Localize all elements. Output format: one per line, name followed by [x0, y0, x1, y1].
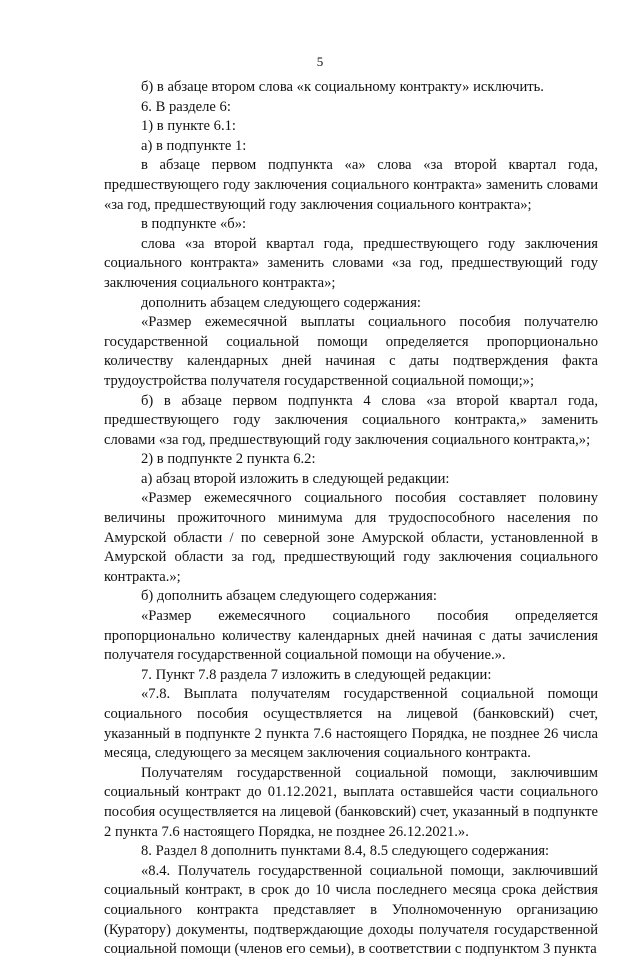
section-heading: 8. Раздел 8 дополнить пунктами 8.4, 8.5 следующего содержания:: [141, 843, 550, 860]
paragraph: 2) в подпункте 2 пункта 6.2:: [141, 451, 316, 468]
paragraph: 1) в пункте 6.1:: [141, 118, 236, 135]
paragraph: «Размер ежемесячной выплаты социального пособия получателю государственной социальной помощи определяется пропорционально количеству календарных дней начиная с даты подтверждения факта трудоустройства получателя государственной социальной помощи;»;: [104, 314, 598, 389]
paragraph: в абзаце первом подпункта «а» слова «за второй квартал года, предшествующего году заключения социального контракта» заменить словами «за год, предшествующий году заключения социального контракта»;: [104, 157, 598, 213]
paragraph: дополнить абзацем следующего содержания:: [141, 294, 421, 311]
paragraph: а) в подпункте 1:: [141, 137, 247, 154]
paragraph: б) в абзаце первом подпункта 4 слова «за второй квартал года, предшествующего году заключения социального контракта,» заменить словами «за год, предшествующий году заключения социального контракта,»;: [104, 392, 598, 448]
section-heading: 7. Пункт 7.8 раздела 7 изложить в следующей редакции:: [141, 666, 492, 683]
paragraph: «Размер ежемесячного социального пособия определяется пропорционально количеству календарных дней начиная с даты зачисления получателя государственной социальной помощи на обучение.».: [104, 608, 598, 664]
paragraph: Получателям государственной социальной помощи, заключившим социальный контракт до 01.12.2021, выплата оставшейся части социального пособия осуществляется на лицевой (банковский) счет, указанный в подпункте 2 пункта 7.6 настоящего Порядка, не позднее 26.12.2021.».: [104, 764, 598, 840]
paragraph: в подпункте «б»:: [141, 216, 247, 233]
paragraph: б) дополнить абзацем следующего содержания:: [141, 588, 437, 605]
paragraph: слова «за второй квартал года, предшествующего году заключения социального контракта» заменить словами «за год, предшествующий году заключения социального контракта»;: [104, 235, 598, 291]
paragraph: «Размер ежемесячного социального пособия составляет половину величины прожиточного минимума для трудоспособного населения по Амурской области / по северной зоне Амурской области, установленной в Амурской области за год, предшествующий году заключения социального контракта.»;: [104, 490, 598, 585]
paragraph: «8.4. Получатель государственной социальной помощи, заключивший социальный контракт, в срок до 10 числа последнего месяца срока действия социального контракта представляет в Уполномоченную организацию (Куратору) документы, подтверждающие доходы получателя государственной социальной помощи (членов его семьи), в соответствии с подпунктом 3 пункта: [104, 862, 598, 958]
section-heading: 6. В разделе 6:: [141, 98, 231, 115]
paragraph: «7.8. Выплата получателям государственной социальной помощи социального пособия осуществляется на лицевой (банковский) счет, указанный в подпункте 2 пункта 7.6 настоящего Порядка, не позднее 26 числа месяца, следующего за месяцем заключения социального контракта.: [104, 686, 598, 762]
paragraph: б) в абзаце втором слова «к социальному контракту» исключить.: [141, 79, 544, 95]
page-number: 5: [316, 54, 324, 69]
document-body: [104, 78, 598, 960]
paragraph: а) абзац второй изложить в следующей редакции:: [141, 470, 450, 487]
